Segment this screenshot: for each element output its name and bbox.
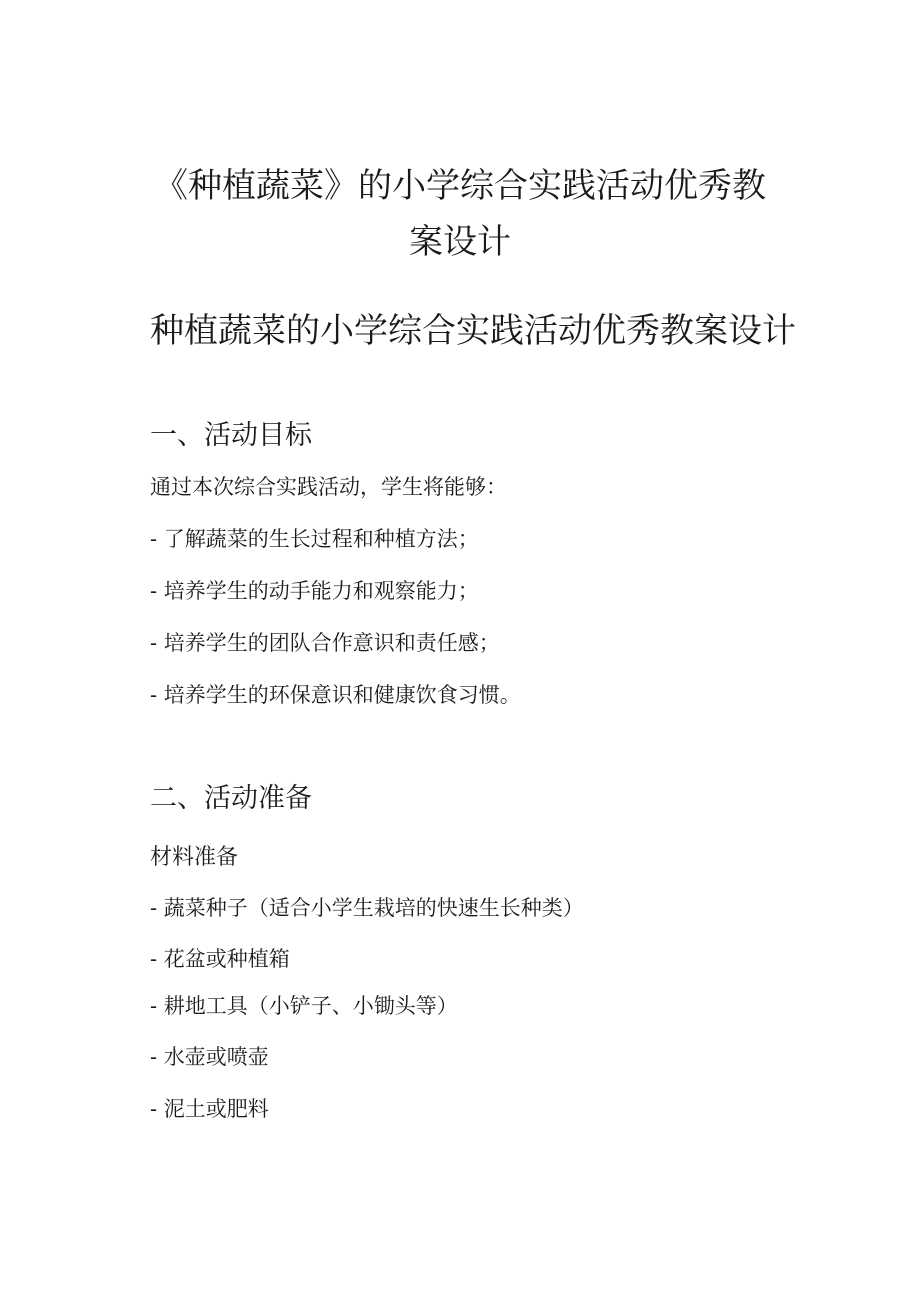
subheading-materials: 材料准备 (150, 845, 239, 870)
goal-item: - 培养学生的团队合作意识和责任感； (150, 631, 500, 655)
document-title-line1: 《种植蔬菜》的小学综合实践活动优秀教 (154, 166, 766, 206)
document-title-line2: 案设计 (409, 222, 511, 262)
section-heading-preparation: 二、活动准备 (150, 783, 312, 814)
document-title (120, 158, 800, 270)
material-item: - 蔬菜种子（适合小学生栽培的快速生长种类） (150, 896, 584, 920)
section-heading-goals: 一、活动目标 (150, 420, 312, 451)
material-item: - 水壶或喷壶 (150, 1045, 269, 1069)
goal-item: - 培养学生的环保意识和健康饮食习惯。 (150, 683, 521, 707)
goal-item: - 了解蔬菜的生长过程和种植方法； (150, 527, 479, 551)
material-item: - 耕地工具（小铲子、小锄头等） (150, 994, 458, 1018)
document-subtitle: 种植蔬菜的小学综合实践活动优秀教案设计 (150, 311, 796, 351)
material-item: - 泥土或肥料 (150, 1097, 269, 1121)
goal-item: - 培养学生的动手能力和观察能力； (150, 579, 479, 603)
goals-intro: 通过本次综合实践活动，学生将能够： (150, 475, 507, 499)
material-item: - 花盆或种植箱 (150, 947, 290, 971)
